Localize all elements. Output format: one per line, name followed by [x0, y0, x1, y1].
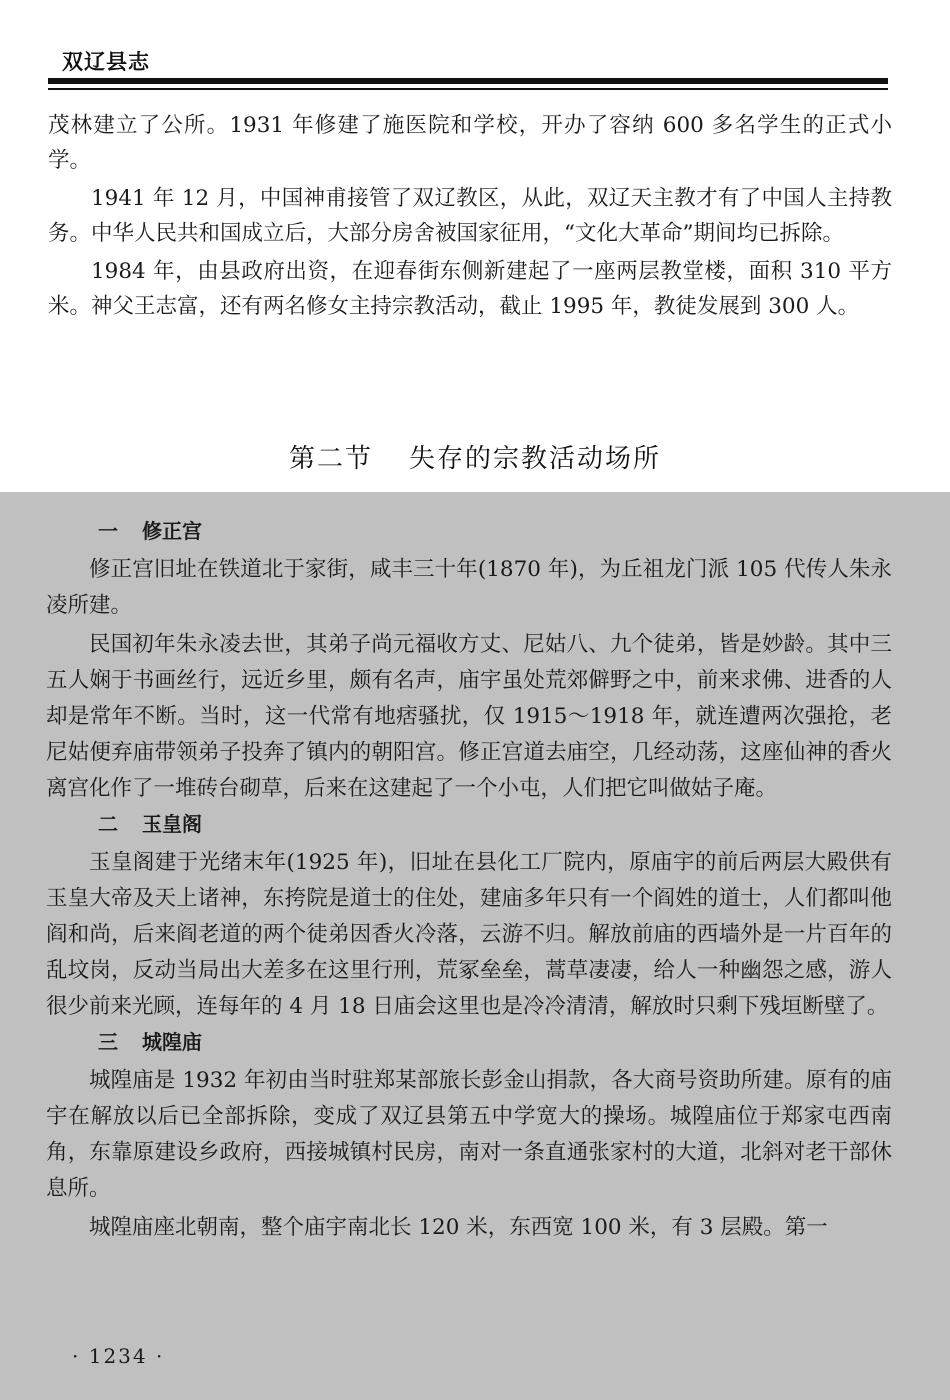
top-body-text	[48, 108, 892, 324]
subsection-title: 城隍庙	[142, 1030, 202, 1054]
section-number: 第二节	[288, 444, 373, 474]
subsection-title: 玉皇阁	[142, 812, 202, 836]
paragraph: 1984 年，由县政府出资，在迎春街东侧新建起了一座两层教堂楼，面积 310 平方米。神父王志富，还有两名修女主持宗教活动，截止 1995 年，教徒发展到 300 人。	[48, 259, 892, 319]
header-rule-thin	[48, 88, 888, 90]
paragraph: 民国初年朱永凌去世，其弟子尚元福收方丈、尼姑八、九个徒弟，皆是妙龄。其中三五人娴于书画丝行，远近乡里，颇有名声，庙宇虽处荒郊僻野之中，前来求佛、进香的人却是常年不断。当时，这一代常有地痞骚扰，仅 1915～1918 年，就连遭两次强抢，老尼姑便弃庙带领弟子投奔了镇内的朝阳宫。修正宫道去庙空，几经动荡，这座仙神的香火离宫化作了一堆砖台砌草，后来在这建起了一个小屯，人们把它叫做姑子庵。	[46, 632, 892, 801]
section-title: 失存的宗教活动场所	[409, 444, 662, 474]
section-heading	[0, 438, 950, 475]
paragraph: 1941 年 12 月，中国神甫接管了双辽教区，从此，双辽天主教才有了中国人主持教务。中华人民共和国成立后，大部分房舍被国家征用，“文化大革命”期间均已拆除。	[48, 186, 892, 246]
paragraph: 玉皇阁建于光绪末年(1925 年)，旧址在县化工厂院内，原庙宇的前后两层大殿供有玉皇大帝及天上诸神，东挎院是道士的住处，建庙多年只有一个阎姓的道士，人们都叫他阎和尚，后来阎老道的两个徒弟因香火冷落，云游不归。解放前庙的西墙外是一片百年的乱坟岗，反动当局出大差多在这里行刑，荒冢垒垒，蒿草凄凄，给人一种幽怨之感，游人很少前来光顾，连每年的 4 月 18 日庙会这里也是冷冷清清，解放时只剩下残垣断壁了。	[46, 850, 892, 1019]
subsection-number: 二	[98, 812, 118, 836]
subsection-heading	[46, 1025, 892, 1059]
subsection-title: 修正宫	[142, 519, 202, 543]
header-rule-thick	[48, 78, 888, 84]
subsection-heading	[46, 514, 892, 548]
highlighted-body-text	[46, 514, 892, 1246]
running-header-title: 双辽县志	[62, 50, 150, 74]
paragraph: 城隍庙是 1932 年初由当时驻郑某部旅长彭金山捐款，各大商号资助所建。原有的庙宇在解放以后已全部拆除，变成了双辽县第五中学宽大的操场。城隍庙位于郑家屯西南角，东靠原建设乡政府，西接城镇村民房，南对一条直通张家村的大道，北斜对老干部休息所。	[46, 1068, 892, 1201]
paragraph: 茂林建立了公所。1931 年修建了施医院和学校，开办了容纳 600 多名学生的正式小学。	[48, 113, 892, 173]
paragraph: 城隍庙座北朝南，整个庙宇南北长 120 米，东西宽 100 米，有 3 层殿。第一	[89, 1215, 828, 1240]
paragraph: 修正宫旧址在铁道北于家街，咸丰三十年(1870 年)，为丘祖龙门派 105 代传人朱永凌所建。	[46, 557, 892, 618]
subsection-heading	[46, 807, 892, 841]
subsection-number: 一	[98, 519, 118, 543]
page-number: · 1234 ·	[72, 1344, 165, 1368]
subsection-number: 三	[98, 1030, 118, 1054]
